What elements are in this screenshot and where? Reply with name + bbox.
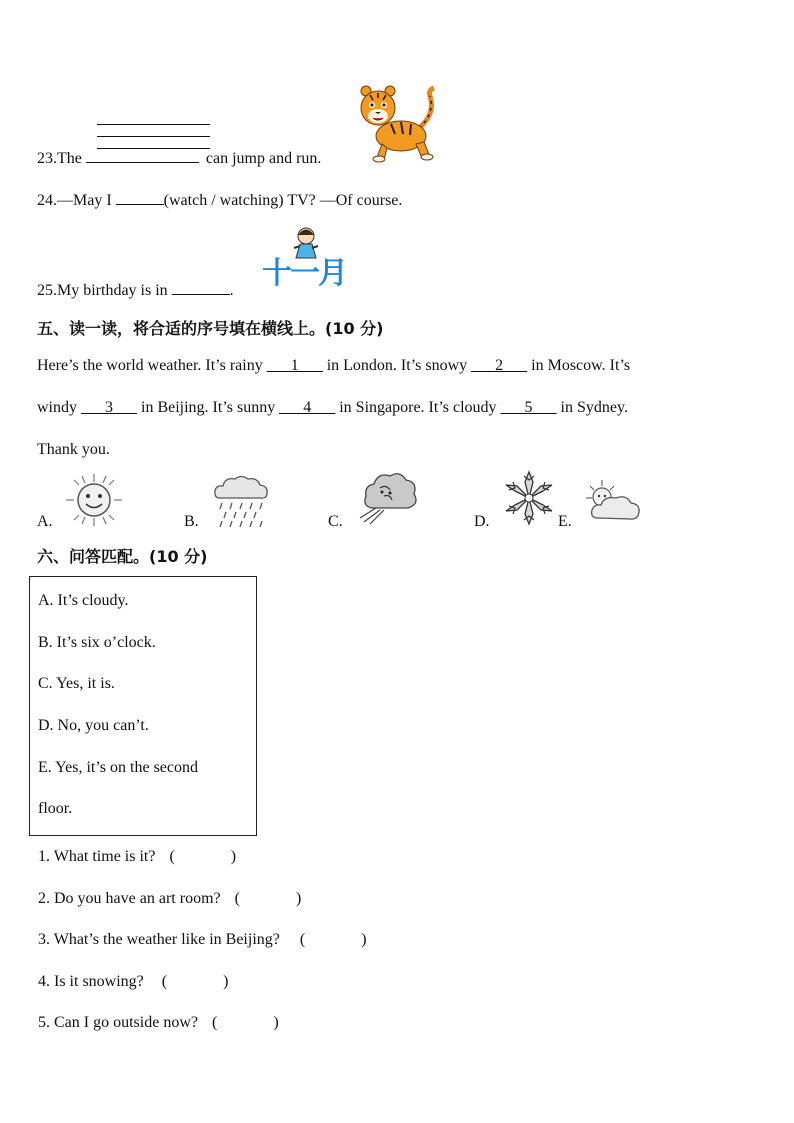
sun-icon (64, 472, 124, 528)
question-1 (38, 848, 236, 866)
option-e-label: E. (558, 513, 572, 530)
blank-2[interactable]: ___2___ (471, 357, 528, 374)
q25-text: 25.My birthday is in (37, 282, 168, 299)
answer-paren[interactable]: ( ) (161, 973, 229, 990)
q25-line (37, 280, 234, 300)
answer-paren[interactable]: ( ) (234, 890, 302, 907)
question-2 (38, 890, 301, 908)
question-text: 5. Can I go outside now? (38, 1014, 198, 1031)
blank-5[interactable]: ___5___ (500, 399, 557, 416)
passage-text: Here’s the world weather. It’s rainy (37, 357, 263, 374)
blank-3[interactable]: ___3___ (81, 399, 137, 416)
question-text: 2. Do you have an art room? (38, 890, 221, 907)
passage-text: in Moscow. It’s (531, 357, 631, 374)
q23-number: 23. (37, 150, 57, 167)
answer-paren[interactable]: ( ) (299, 931, 367, 948)
q25-end: . (229, 282, 234, 299)
passage-text: in London. It’s snowy (326, 357, 468, 374)
answer-d: D. No, you can’t. (38, 717, 149, 734)
q23-line (37, 148, 321, 168)
q23-post: can jump and run. (205, 150, 322, 167)
sun-cloud-icon (584, 478, 642, 528)
passage-text: in Beijing. It’s sunny (141, 399, 276, 416)
snowflake-icon (500, 468, 558, 528)
tiger-icon (356, 84, 446, 164)
passage-text: windy (37, 399, 77, 416)
option-a-label: A. (37, 513, 53, 530)
q24-answer-blank[interactable] (116, 190, 164, 205)
answer-paren[interactable]: ( ) (211, 1014, 279, 1031)
question-5 (38, 1014, 279, 1032)
option-c-label: C. (328, 513, 343, 530)
q25-answer-blank[interactable] (172, 280, 230, 295)
wind-cloud-icon (356, 468, 422, 528)
section5-title: 五、读一读，将合适的序号填在横线上。(10 分) (37, 319, 384, 338)
option-b-label: B. (184, 513, 199, 530)
rain-cloud-icon (210, 474, 272, 530)
blank-4[interactable]: ___4___ (279, 399, 336, 416)
q23-stack-line-2 (97, 136, 210, 137)
answer-e-continued: floor. (38, 800, 73, 817)
answer-b: B. It’s six o’clock. (38, 634, 156, 651)
section6-title: 六、问答匹配。(10 分) (37, 547, 208, 566)
question-3 (38, 931, 367, 949)
question-text: 1. What time is it? (38, 848, 156, 865)
q23-stack-line-1 (97, 124, 210, 125)
question-text: 4. Is it snowing? (38, 973, 144, 990)
blank-1[interactable]: ___1___ (266, 357, 323, 374)
section5-line2 (37, 399, 628, 417)
section5-line3: Thank you. (37, 441, 110, 458)
november-picture: 十一月 (262, 256, 346, 291)
option-d-label: D. (474, 513, 490, 530)
passage-text: in Sydney. (560, 399, 628, 416)
passage-text: in Singapore. It’s cloudy (339, 399, 497, 416)
answer-paren[interactable]: ( ) (169, 848, 237, 865)
q24-text-a: 24.—May I (37, 192, 112, 209)
q24-line (37, 190, 402, 210)
question-4 (38, 973, 228, 991)
question-text: 3. What’s the weather like in Beijing? (38, 931, 280, 948)
section5-line1 (37, 357, 630, 375)
q24-text-b: (watch / watching) TV? —Of course. (163, 192, 403, 209)
answer-c: C. Yes, it is. (38, 675, 115, 692)
answer-e: E. Yes, it’s on the second (38, 759, 198, 776)
q23-answer-blank[interactable] (86, 148, 199, 163)
answer-box (29, 576, 257, 836)
q23-pre: The (57, 150, 82, 167)
answer-a: A. It’s cloudy. (38, 592, 129, 609)
